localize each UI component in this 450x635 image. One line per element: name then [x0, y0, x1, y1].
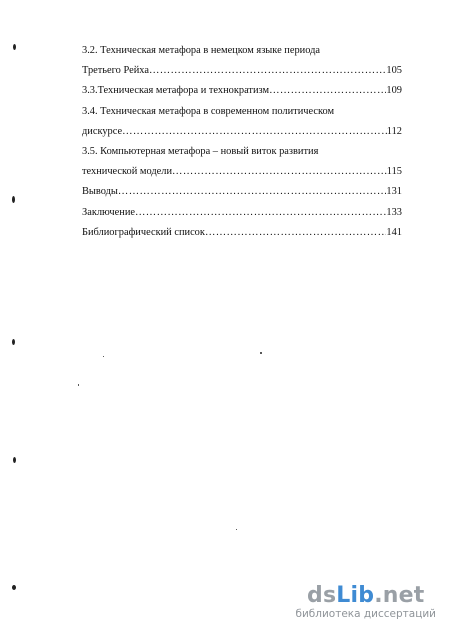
toc-entry-bibliography — [82, 223, 402, 243]
toc-page-number: 131 — [386, 186, 402, 198]
scan-speck — [13, 457, 16, 463]
toc-entry-text: технической модели — [82, 166, 173, 178]
scan-speck — [236, 529, 237, 530]
toc-page-number: 105 — [386, 65, 402, 77]
logo-part-lib: Lib — [336, 583, 375, 608]
toc-page-number: 115 — [386, 166, 402, 178]
toc-entry-3-2-line1: 3.2. Техническая метафора в немецком языке периода — [82, 45, 321, 56]
toc-entry-3-4-line1: 3.4. Техническая метафора в современном политическом — [82, 105, 335, 117]
toc-entry-3-5-line1: 3.5. Компьютерная метафора – новый виток развития — [82, 146, 319, 158]
toc-entry-3-5 — [82, 162, 402, 182]
scan-speck — [260, 352, 262, 354]
toc-entry-text: Выводы — [82, 186, 118, 198]
toc-entry-text: Третьего Рейха — [82, 65, 149, 77]
scan-speck — [78, 384, 79, 386]
toc-leader-dots — [122, 122, 387, 142]
toc-leader-dots — [172, 162, 387, 182]
toc-page-number: 112 — [386, 125, 402, 137]
toc-page-number: 133 — [386, 206, 402, 218]
toc-leader-dots — [149, 61, 386, 81]
toc-leader-dots — [118, 182, 386, 202]
toc-leader-dots — [135, 203, 386, 223]
dslib-watermark — [295, 584, 436, 621]
toc-entry-text: 3.3.Техническая метафора и технократизм — [82, 85, 270, 97]
scan-speck — [12, 339, 15, 345]
scan-speck — [12, 585, 16, 590]
table-of-contents — [82, 41, 402, 243]
watermark-subtitle: библиотека диссертаций — [295, 608, 436, 620]
toc-page-number: 109 — [386, 85, 402, 97]
toc-entry-final — [82, 203, 402, 223]
dslib-logo — [295, 584, 436, 608]
toc-leader-dots — [205, 223, 386, 243]
logo-part-net: .net — [374, 583, 425, 608]
logo-part-ds: ds — [307, 583, 337, 608]
scan-speck — [103, 356, 104, 357]
toc-entry-text: Заключение — [82, 206, 135, 218]
toc-entry-3-2 — [82, 61, 402, 81]
toc-entry-text: Библиографический список — [82, 226, 205, 238]
toc-entry-text: дискурсе — [82, 125, 123, 137]
toc-leader-dots — [269, 81, 386, 101]
toc-entry-3-4 — [82, 122, 402, 142]
toc-entry-3-3 — [82, 81, 402, 101]
scan-speck — [13, 44, 16, 50]
toc-entry-conclusions — [82, 182, 402, 202]
scan-speck — [12, 196, 15, 203]
toc-page-number: 141 — [386, 226, 402, 238]
